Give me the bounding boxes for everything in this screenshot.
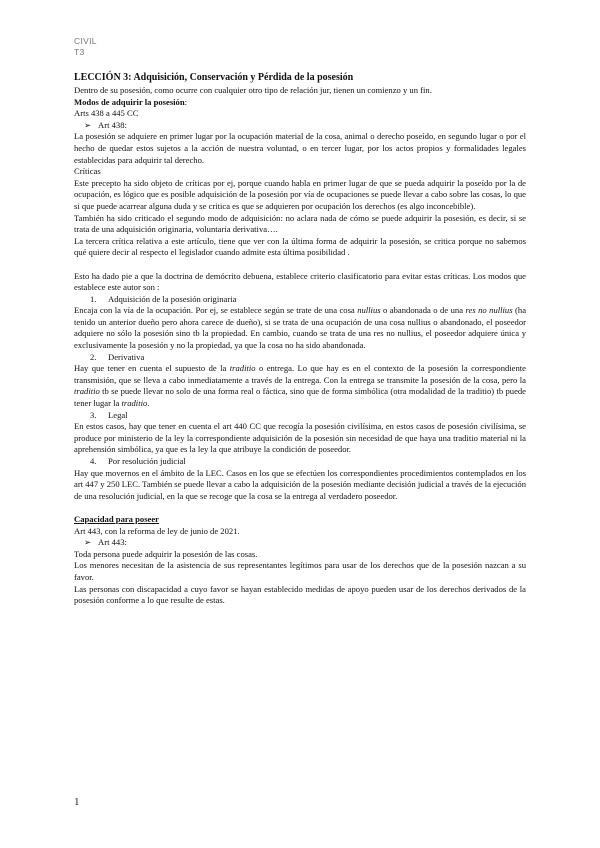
italic-term: res no nullius: [465, 305, 513, 316]
list-item-3: [74, 410, 526, 422]
modos-heading: [74, 97, 526, 109]
criticas-paragraph-3: La tercera crítica relativa a este artículo, tiene que ver con la última forma de adquirir la posesión, se critica porque no sabemos qué quiere decir al respecto el legislador cuando admite esta última posibilidad .: [74, 235, 526, 258]
list-item-1: [74, 294, 526, 306]
intro-paragraph: Dentro de su posesión, como ocurre con cualquier otro tipo de relación jur, tienen un comienzo y un fin.: [74, 85, 432, 95]
text-run: Hay que tener en cuenta el supuesto de la: [74, 363, 230, 374]
art443-paragraph-3: Las personas con discapacidad a cuyo favor se hayan establecido medidas de apoyo pueden usar de los derechos derivados de la posesión conforme a lo que resulte de estas.: [74, 583, 526, 606]
italic-term: nullius: [357, 305, 381, 316]
list-item-2: [74, 352, 526, 364]
art438-label: Art 438:: [98, 119, 127, 130]
text-run: tb se puede llevar no solo de una forma real o fáctica, sino que de forma simbólica (otra modalidad de la traditio) tb puede tener lugar la: [74, 386, 526, 409]
page-header: [74, 36, 97, 58]
capacidad-reference: Art 443, con la reforma de ley de junio de 2021.: [74, 525, 240, 536]
header-topic: T3: [74, 47, 85, 57]
list-label: Legal: [108, 409, 128, 420]
item2-paragraph: [74, 363, 526, 409]
art443-label: Art 443:: [98, 537, 127, 548]
modos-heading-colon: :: [184, 96, 188, 107]
capacidad-heading: Capacidad para poseer: [74, 513, 159, 524]
arrow-bullet-icon: ➢: [84, 119, 92, 130]
item4-paragraph: Hay que movernos en el ámbito de la LEC. Casos en los que se efectúen los correspondientes procedimientos contemplados en los art 447 y 250 LEC. También se puede llevar a cabo la adquisición de la posesión mediante decisión judicial a través de la ejecución de una resolución judicial, en la que se recoge que la cosa se la entrega al verdadero poseedor.: [74, 467, 526, 501]
text-run: Encaja con la vía de la ocupación. Por ej, se establece según se trate de una cosa: [74, 305, 358, 316]
art438-heading: [74, 120, 526, 132]
list-number: 2.: [90, 351, 97, 362]
art443-heading: [74, 537, 526, 549]
doctrine-paragraph: Esto ha dado pie a que la doctrina de demócrito debuena, establece criterio clasificatorio para evitar estas críticas. Los modos que establece este autor son :: [74, 270, 526, 293]
italic-term: traditio: [121, 398, 148, 409]
page-number: 1: [74, 796, 80, 808]
italic-term: traditio: [229, 363, 256, 374]
art443-paragraph-1: Toda persona puede adquirir la posesión de las cosas.: [74, 548, 258, 559]
document-body: [74, 71, 526, 607]
item3-paragraph: En estos casos, hay que tener en cuenta el art 440 CC que recogía la posesión civilísima, en estos casos de posesión civilísima, se produce por ministerio de la ley la correspondiente adquisición de la posesión sin necesidad de que haya una traditio material ni la aprehensión simbólica, ya que es la ley la que atribuye la condición de poseedor.: [74, 421, 526, 455]
criticas-paragraph-1: Este precepto ha sido objeto de críticas por ej, porque cuando habla en primer lugar de que se pueda adquirir la poseído por la de ocupación, es lógico que es posible adquisición de la posesión por vía de ocupaciones se puede llevar a cabo sobre las cosas, lo que si que puede acarrear alguna duda y se critica es que se adquieren por ocupación los derechos (es algo inconcebible).: [74, 177, 526, 211]
text-run: (ha tenido un anterior dueño pero ahora carece de dueño), si se trata de una ocupación de una cosa nullius o abandonado, el poseedor adquiere no sólo la posesión sino tb la propiedad. En cambio, cuando se trata de una res no nullius, el poseedor adquiere única y exclusivamente la posesión y no la propiedad, ya que la cosa no ha sido abandonada.: [74, 305, 527, 351]
italic-term: traditio: [74, 386, 100, 397]
text-run: o entrega. Lo que hay es en el contexto de la posesión la correspondiente transmisión, que se lleva a cabo inmediatamente a través de la entrega. Con la entrega se transmite la posesión de la cosa, pero la: [74, 363, 526, 385]
list-label: Adquisición de la posesión originaria: [108, 293, 237, 304]
art438-text: La posesión se adquiere en primer lugar por la ocupación material de la cosa, animal o derecho poseído, en segundo lugar o por el hecho de quedar estos sujetos a la acción de nuestra voluntad, o en tercer lugar, por los actos propios y formalidades legales establecidas para adquirir tal derecho.: [74, 131, 526, 165]
list-label: Derivativa: [108, 351, 145, 362]
list-item-4: [74, 456, 526, 468]
arts-range: Arts 438 a 445 CC: [74, 108, 139, 119]
list-number: 1.: [90, 293, 97, 304]
list-number: 3.: [90, 409, 97, 420]
text-run: o abandonada o de una: [380, 305, 466, 316]
arrow-bullet-icon: ➢: [84, 537, 92, 548]
criticas-paragraph-2: También ha sido criticado el segundo modo de adquisición: no aclara nada de cómo se puede adquirir la posesión, es decir, si se trata de una adquisición originaria, voluntaria derivativa….: [74, 212, 526, 235]
modos-heading-text: Modos de adquirir la posesión: [74, 96, 185, 107]
text-run: .: [147, 398, 150, 409]
lesson-title: LECCIÓN 3: Adquisición, Conservación y Pérdida de la posesión: [74, 72, 354, 83]
list-number: 4.: [90, 456, 97, 466]
header-subject: CIVIL: [74, 36, 97, 46]
item1-paragraph: [74, 305, 526, 351]
art443-paragraph-2: Los menores necesitan de la asistencia de sus representantes legítimos para usar de los derechos que de la posesión nazcan a su favor.: [74, 560, 526, 582]
list-label: Por resolución judicial: [108, 456, 186, 466]
criticas-label: Críticas: [74, 166, 101, 177]
